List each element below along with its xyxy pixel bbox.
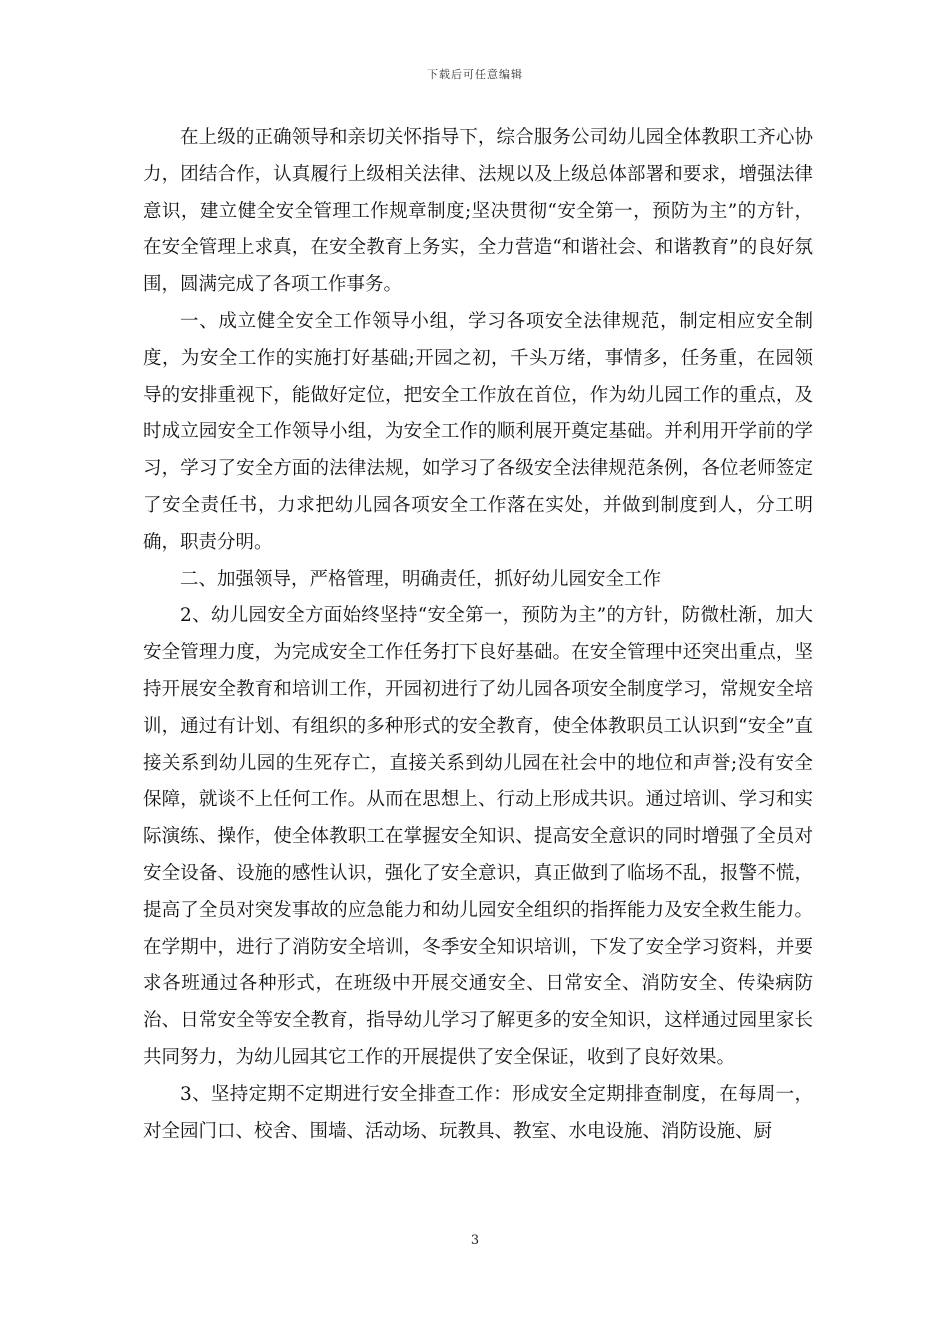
page-number: 3 xyxy=(470,1233,480,1248)
document-body xyxy=(143,120,813,1150)
paragraph-section-1: 一、成立健全安全工作领导小组，学习各项安全法律规范，制定相应安全制度，为安全工作的实施打好基础;开园之初，千头万绪，事情多，任务重，在园领导的安排重视下，能做好定位，把安全工作放在首位，作为幼儿园工作的重点，及时成立园安全工作领导小组，为安全工作的顺利展开奠定基础。并利用开学前的学习，学习了安全方面的法律法规，如学习了各级安全法律规范条例，各位老师签定了安全责任书，力求把幼儿园各项安全工作落在实处，并做到制度到人，分工明确，职责分明。 xyxy=(143,310,813,553)
paragraph-item-2: 2、幼儿园安全方面始终坚持“安全第一，预防为主”的方针，防微杜渐，加大安全管理力度，为完成安全工作任务打下良好基础。在安全管理中还突出重点，坚持开展安全教育和培训工作，开园初进行了幼儿园各项安全制度学习，常规安全培训，通过有计划、有组织的多种形式的安全教育，使全体教职员工认识到“安全”直接关系到幼儿园的生死存亡，直接关系到幼儿园在社会中的地位和声誉;没有安全保障，就谈不上任何工作。从而在思想上、行动上形成共识。通过培训、学习和实际演练、操作，使全体教职工在掌握安全知识、提高安全意识的同时增强了全员对安全设备、设施的感性认识，强化了安全意识，真正做到了临场不乱，报警不慌，提高了全员对突发事故的应急能力和幼儿园安全组织的指挥能力及安全救生能力。在学期中，进行了消防安全培训，冬季安全知识培训，下发了安全学习资料，并要求各班通过各种形式，在班级中开展交通安全、日常安全、消防安全、传染病防治、日常安全等安全教育，指导幼儿学习了解更多的安全知识，这样通过园里家长共同努力，为幼儿园其它工作的开展提供了安全保证，收到了良好效果。 xyxy=(143,605,813,1068)
page-header: 下载后可任意编辑 xyxy=(427,68,523,81)
paragraph-item-3: 3、坚持定期不定期进行安全排查工作：形成安全定期排查制度，在每周一，对全园门口、校舍、围墙、活动场、玩教具、教室、水电设施、消防设施、厨 xyxy=(143,1083,813,1142)
paragraph-section-2-heading: 二、加强领导，严格管理，明确责任，抓好幼儿园安全工作 xyxy=(180,568,662,590)
paragraph-intro: 在上级的正确领导和亲切关怀指导下，综合服务公司幼儿园全体教职工齐心协力，团结合作，认真履行上级相关法律、法规以及上级总体部署和要求，增强法律意识，建立健全安全管理工作规章制度;坚决贯彻“安全第一，预防为主”的方针，在安全管理上求真，在安全教育上务实，全力营造“和谐社会、和谐教育”的良好氛围，圆满完成了各项工作事务。 xyxy=(143,127,813,296)
